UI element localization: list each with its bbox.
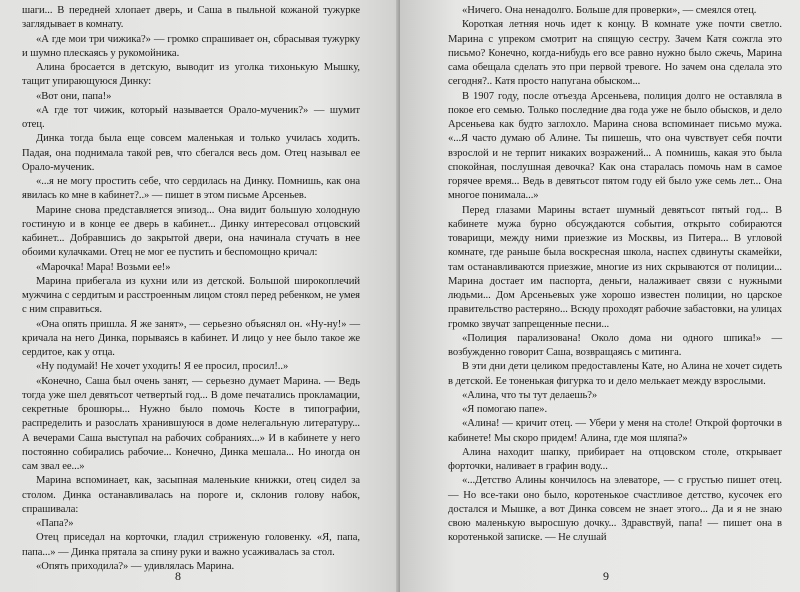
paragraph: Перед глазами Марины встает шумный девятьсот пятый год... В кабинете мужа бурно обсуждаются события, открыто собираются товарищи, между ними приезжие из Москвы, из Питера... В угловой комнате, где раньше была воскресная школа, наспех сдвинуты скамейки, там останавливаются приезжие, многие из них скрываются от полиции... Марина достает им паспорта, деньги, налаживает связи с нужными людьми... Дом Арсеньевых уже хорошо известен полиции, но царское правительство растеряно... Всюду проходят рабочие забастовки, на улицах громко звучат запрещенные песни... xyxy=(448,204,782,330)
paragraph: «А где тот чижик, который называется Орало-мученик?» — шумит отец. xyxy=(22,104,360,130)
right-page-text xyxy=(448,4,782,546)
paragraph: «Опять приходила?» — удивлялась Марина. xyxy=(36,560,235,572)
paragraph: «Алина! — кричит отец. — Убери у меня на столе! Открой форточки в кабинете! Мы скоро придем! Алина, где моя шляпа?» xyxy=(448,418,782,444)
paragraph: «Она опять пришла. Я же занят», — серьезно объяснял он. «Ну-ну!» — кричала на него Динка, порываясь в кабинет. И лицо у нее было такое же сердитое, как у отца. xyxy=(22,318,360,358)
right-page xyxy=(400,0,800,592)
paragraph: «Я помогаю папе». xyxy=(462,404,548,415)
paragraph: В 1907 году, после отъезда Арсеньева, полиция долго не оставляла в покое его семью. Только последние два года уже не было обысков, и дело Арсеньева как будто заглохло. Марина снова вспоминает письмо мужа. «...Я часто думаю об Алине. Ты пишешь, что она чувствует себя почти взрослой и не терпит никаких возражений... А помнишь, какая это была спокойная, послушная девочка? Как она старалась помочь нам в самое горячее время... Ведь в девятьсот пятом году ей было уже семь лет... Она многое понимала...» xyxy=(448,90,782,202)
page-number: 9 xyxy=(603,569,609,583)
paragraph: Динка тогда была еще совсем маленькая и только училась ходить. Падая, она поднимала такой рев, что сбегался весь дом. Отец называл ее Орало-мученик. xyxy=(22,133,360,173)
paragraph: «Алина, что ты тут делаешь?» xyxy=(462,389,598,401)
paragraph: Марине снова представляется эпизод... Она видит большую холодную гостиную и в конце ее дверь в кабинет... Динку интересовал отцовский кабинет... Добравшись до закрытой двери, она начинала стучать в нее обоими кулачками. Отец не мог ее пустить и беспомощно кричал: xyxy=(22,204,360,259)
paragraph: Алина находит шапку, прибирает на отцовском столе, открывает форточки, наливает в графин воду... xyxy=(448,446,782,472)
paragraph: «...Детство Алины кончилось на элеваторе, — с грустью пишет отец. — Но все-таки оно было, коротенькое счастливое детство, кусочек его достался и Мышке, а вот Динка совсем не знает этого... Да и я не знаю свою маленькую выросшую дочку... Здравствуй, папа! — пишет она в коротенькой записке. — Не слушай xyxy=(448,475,782,544)
page-number: 8 xyxy=(175,569,181,583)
paragraph: «Папа?» xyxy=(36,518,74,529)
paragraph: Короткая летняя ночь идет к концу. В комнате уже почти светло. Марина с упреком смотрит на спящую сестру. Зачем Катя сожгла это письмо? Конечно, когда-нибудь его все равно нужно было сжечь, Марина сама обещала сделать это при первой тревоге. Но зачем она сделала это сегодня?.. Катя просто напугана обыском... xyxy=(448,19,782,88)
paragraph: Отец приседал на корточки, гладил стриженую головенку. «Я, папа, папа...» — Динка прятала за спину руки и важно усаживалась за стол. xyxy=(22,532,360,558)
paragraph: «А где мои три чижика?» — громко спрашивает он, сбрасывая тужурку и шумно плескаясь у рукомойника. xyxy=(22,33,360,59)
paragraph: «Конечно, Саша был очень занят, — серьезно думает Марина. — Ведь тогда уже шел девятьсот четвертый год... В доме печатались прокламации, секретные брошюры... Нужно было помочь Косте в типографии, распределить и разослать хранившуюся в доме нелегальную литературу... А вечерами Саша выступал на рабочих собраниях...» И в кабинете у него постоянно собирались рабочие... Конечно, Динка мешала... Но иногда он сам звал ее...» xyxy=(22,375,360,472)
paragraph: «Ну подумай! Не хочет уходить! Я ее просил, просил!..» xyxy=(36,361,289,373)
paragraph: «Полиция парализована! Около дома ни одного шпика!» — возбужденно говорит Саша, возвращаясь с митинга. xyxy=(448,332,782,358)
left-page-text xyxy=(22,4,360,574)
paragraph: Алина бросается в детскую, выводит из уголка тихонькую Мышку, тащит упирающуюся Динку: xyxy=(22,62,360,88)
paragraph: «Марочка! Мара! Возьми ее!» xyxy=(36,261,171,273)
paragraph: Марина прибегала из кухни или из детской. Большой широкоплечий мужчина с сердитым и расстроенным лицом стоял перед ребенком, не умея с ним справиться. xyxy=(22,275,360,316)
paragraph: «Вот они, папа!» xyxy=(36,90,112,102)
paragraph: В эти дни дети целиком предоставлены Кате, но Алина не хочет сидеть в детской. Ее тоненькая фигурка то и дело мелькает между взрослыми. xyxy=(448,361,782,387)
paragraph: «Ничего. Она ненадолго. Больше для проверки», — смеялся отец. xyxy=(462,5,757,16)
paragraph: «...я не могу простить себе, что сердилась на Динку. Помнишь, как она явилась ко мне в кабинет?..» — пишет в этом письме Арсеньев. xyxy=(22,176,360,202)
paragraph: шаги... В передней хлопает дверь, и Саша в пыльной кожаной тужурке заглядывает в комнату. xyxy=(22,5,360,31)
paragraph: Марина вспоминает, как, засыпная маленькие книжки, отец сидел за столом. Динка останавливалась на пороге и, склонив голову набок, спрашивала: xyxy=(22,475,360,515)
